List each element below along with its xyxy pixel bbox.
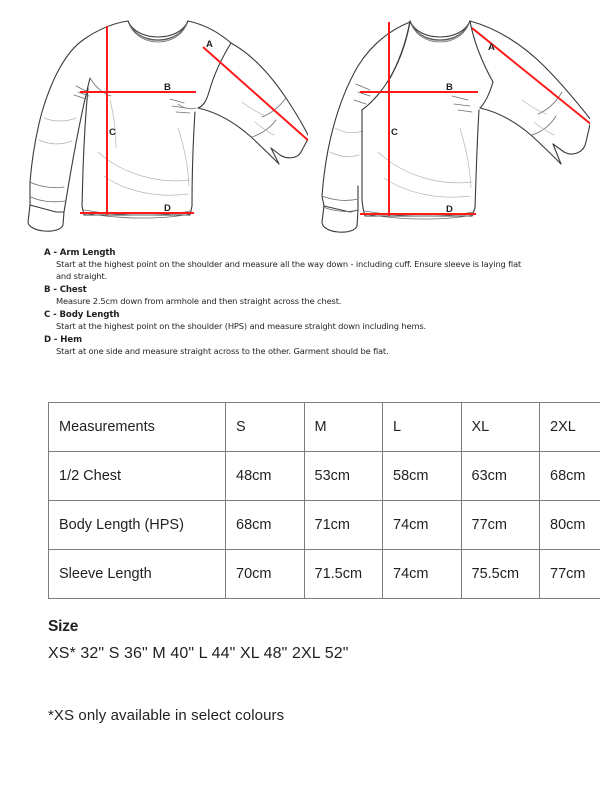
marker-label-d: D <box>164 203 171 214</box>
instruction-b-body: Measure 2.5cm down from armhole and then straight across the chest. <box>56 296 342 306</box>
table-header-2xl: 2XL <box>540 403 600 452</box>
instruction-a-body: Start at the highest point on the shoulder and measure all the way down - including cuff. Ensure sleeve is laying flat and straight. <box>56 259 522 281</box>
measurement-instructions <box>44 247 564 359</box>
cell-sleeve-length-2xl: 77cm <box>540 550 600 599</box>
marker-label-c: C <box>391 127 398 138</box>
measurements-table <box>48 402 600 599</box>
table-row <box>49 452 600 501</box>
garment-diagram-raglan-sleeve <box>300 0 590 240</box>
size-availability-note: *XS only available in select colours <box>48 707 285 724</box>
instruction-a-heading: A - Arm Length <box>44 248 116 258</box>
instruction-b-heading: B - Chest <box>44 284 87 295</box>
size-heading: Size <box>48 618 79 635</box>
instruction-d <box>44 334 564 358</box>
cell-sleeve-length-l: 74cm <box>383 550 462 599</box>
instruction-c-body: Start at the highest point on the shoulder (HPS) and measure straight down including hems. <box>56 321 427 331</box>
table-row <box>49 550 600 599</box>
cell-body-length-2xl: 80cm <box>540 501 600 550</box>
table-header-s: S <box>226 403 305 452</box>
marker-label-a: A <box>488 42 495 53</box>
garment-diagrams <box>0 0 600 240</box>
marker-label-a: A <box>206 39 213 50</box>
instruction-d-heading: D - Hem <box>44 334 82 345</box>
cell-sleeve-length-m: 71.5cm <box>304 550 383 599</box>
table-header-xl: XL <box>461 403 540 452</box>
cell-body-length-s: 68cm <box>226 501 305 550</box>
size-section <box>48 618 548 724</box>
marker-label-c: C <box>109 127 116 138</box>
instruction-c <box>44 309 564 333</box>
row-label-body-length: Body Length (HPS) <box>49 501 226 550</box>
cell-half-chest-xl: 63cm <box>461 452 540 501</box>
garment-diagram-set-in-sleeve <box>18 0 308 240</box>
table-header-row <box>49 403 600 452</box>
cell-sleeve-length-s: 70cm <box>226 550 305 599</box>
row-label-sleeve-length: Sleeve Length <box>49 550 226 599</box>
cell-sleeve-length-xl: 75.5cm <box>461 550 540 599</box>
table-header-m: M <box>304 403 383 452</box>
marker-label-b: B <box>164 82 171 93</box>
table-header-l: L <box>383 403 462 452</box>
cell-half-chest-l: 58cm <box>383 452 462 501</box>
instruction-b <box>44 284 564 308</box>
marker-label-b: B <box>446 82 453 93</box>
row-label-half-chest: 1/2 Chest <box>49 452 226 501</box>
table-row <box>49 501 600 550</box>
cell-body-length-m: 71cm <box>304 501 383 550</box>
cell-half-chest-m: 53cm <box>304 452 383 501</box>
cell-half-chest-s: 48cm <box>226 452 305 501</box>
table-header-measurements: Measurements <box>49 403 226 452</box>
cell-body-length-xl: 77cm <box>461 501 540 550</box>
cell-body-length-l: 74cm <box>383 501 462 550</box>
cell-half-chest-2xl: 68cm <box>540 452 600 501</box>
size-chest-inches-line: XS* 32" S 36" M 40" L 44" XL 48" 2XL 52" <box>48 645 349 662</box>
instruction-c-heading: C - Body Length <box>44 309 120 320</box>
instruction-a <box>44 247 564 283</box>
instruction-d-body: Start at one side and measure straight across to the other. Garment should be flat. <box>56 346 389 356</box>
marker-label-d: D <box>446 204 453 215</box>
